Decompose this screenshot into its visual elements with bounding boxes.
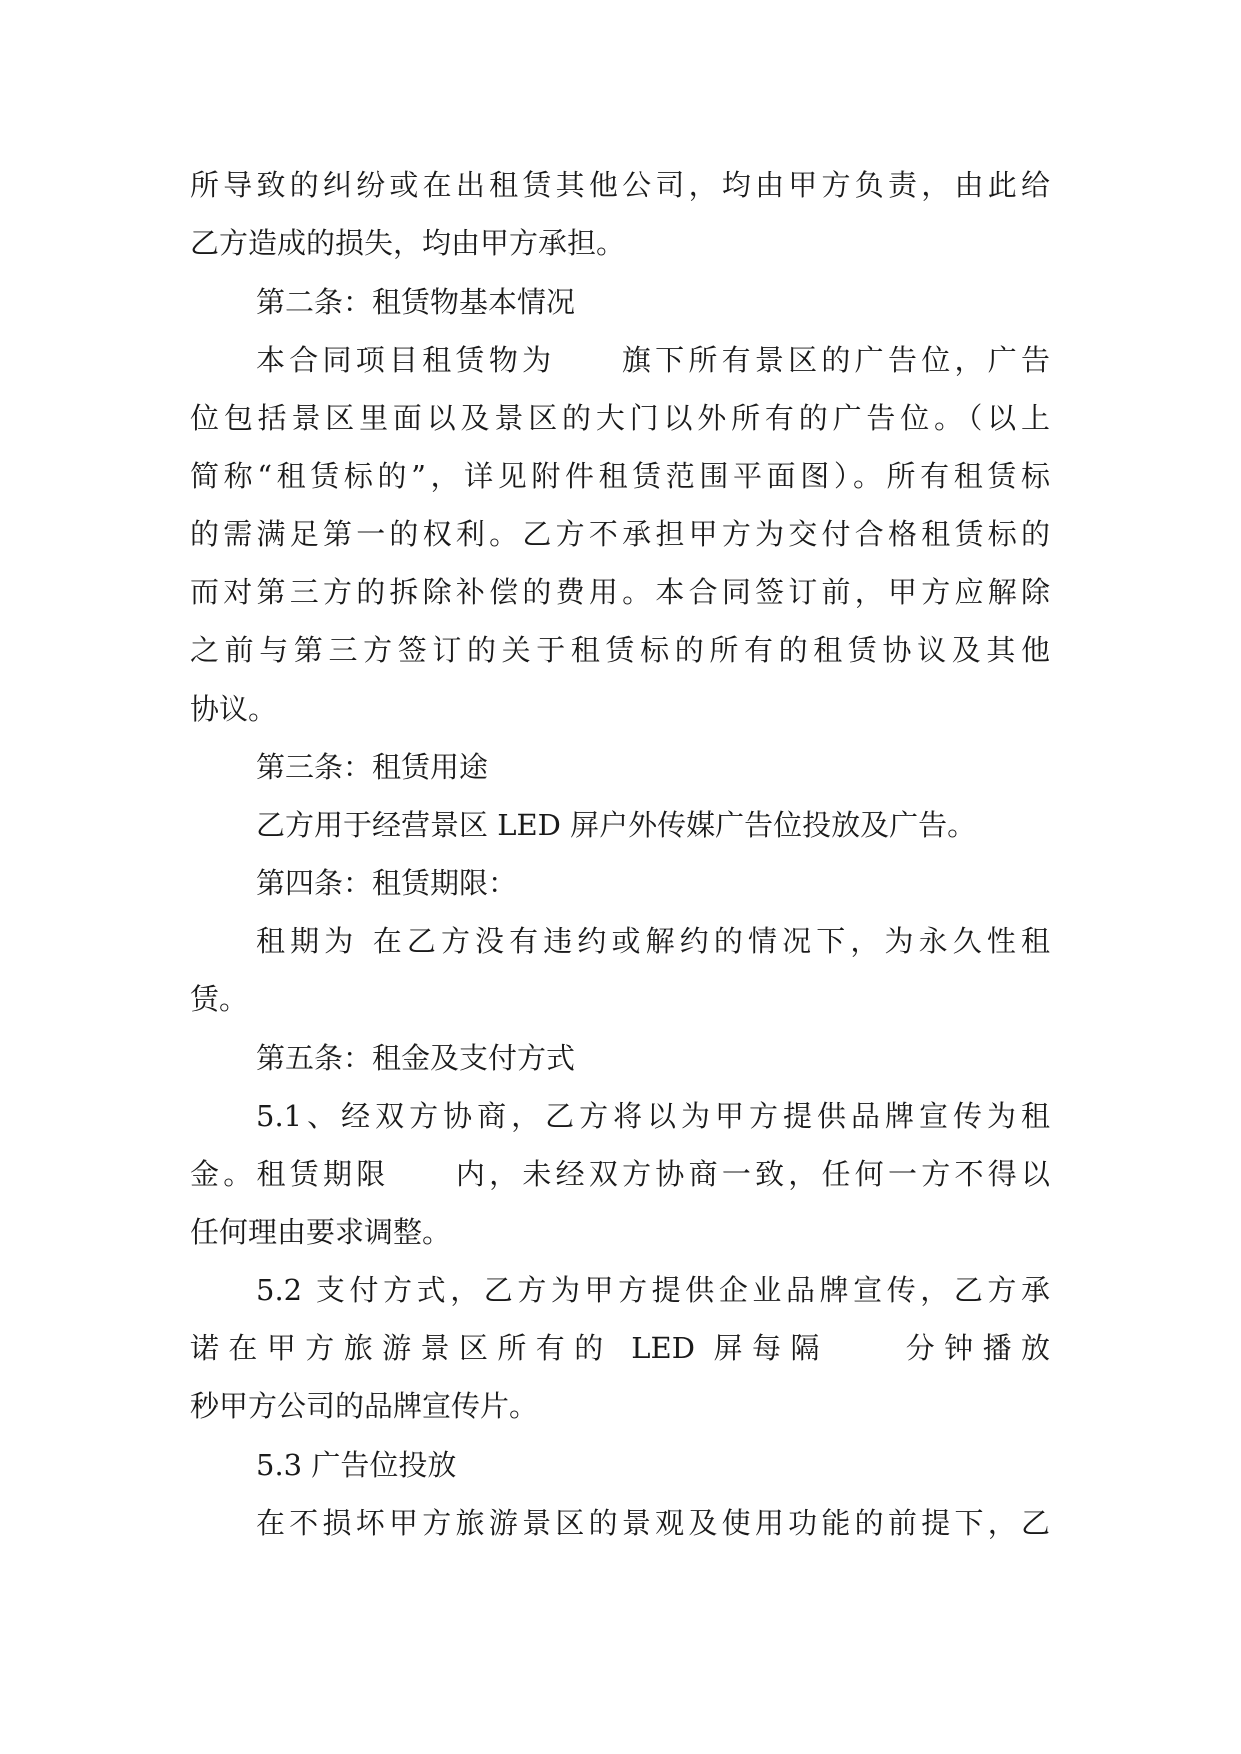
- text-line: 租期为 在乙方没有违约或解约的情况下，为永久性租: [256, 924, 1050, 958]
- text-line: 乙方用于经营景区 LED 屏户外传媒广告位投放及广告。: [256, 808, 977, 842]
- section-heading: 5.3 广告位投放: [256, 1448, 457, 1482]
- text-line: 之前与第三方签订的关于租赁标的所有的租赁协议及其他: [190, 633, 1050, 667]
- text-line: 本合同项目租赁物为 旗下所有景区的广告位，广告: [256, 343, 1050, 377]
- section-heading: 第五条：租金及支付方式: [256, 1041, 576, 1075]
- text-line: 在不损坏甲方旅游景区的景观及使用功能的前提下，乙: [256, 1506, 1050, 1540]
- text-line: 所导致的纠纷或在出租赁其他公司，均由甲方负责，由此给: [190, 168, 1050, 202]
- text-line: 任何理由要求调整。: [190, 1215, 452, 1249]
- text-line: 乙方造成的损失，均由甲方承担。: [190, 226, 626, 260]
- text-line: 诺在甲方旅游景区所有的 LED 屏每隔 分钟播放: [190, 1331, 1050, 1365]
- text-line: 5.1、经双方协商，乙方将以为甲方提供品牌宣传为租: [256, 1099, 1050, 1133]
- text-line: 赁。: [190, 982, 249, 1016]
- text-line: 简称“租赁标的”，详见附件租赁范围平面图）。所有租赁标: [190, 459, 1050, 493]
- text-line: 的需满足第一的权利。乙方不承担甲方为交付合格租赁标的: [190, 517, 1050, 551]
- section-heading: 第二条：租赁物基本情况: [256, 285, 576, 319]
- text-line: 秒甲方公司的品牌宣传片。: [190, 1389, 539, 1423]
- section-heading: 第三条：租赁用途: [256, 750, 489, 784]
- text-line: 5.2 支付方式，乙方为甲方提供企业品牌宣传，乙方承: [256, 1273, 1050, 1307]
- text-line: 金。租赁期限 内，未经双方协商一致，任何一方不得以: [190, 1157, 1050, 1191]
- text-line: 而对第三方的拆除补偿的费用。本合同签订前，甲方应解除: [190, 575, 1050, 609]
- text-line: 位包括景区里面以及景区的大门以外所有的广告位。（以上: [190, 401, 1050, 435]
- text-line: 协议。: [190, 692, 278, 726]
- section-heading: 第四条：租赁期限：: [256, 866, 518, 900]
